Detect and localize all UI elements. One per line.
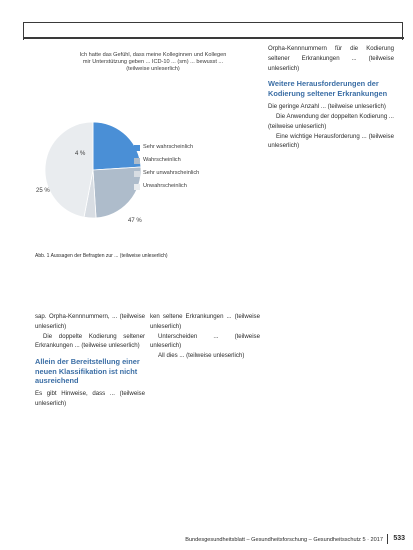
paragraph: All dies ... (teilweise unleserlich) [158, 352, 245, 360]
text-column-right [268, 44, 394, 151]
legend-item [143, 144, 193, 150]
figure-caption: Abb. 1 Aussagen der Befragten zur ... (teilweise unleserlich) [35, 253, 168, 259]
figure [33, 50, 268, 250]
section-heading: Allein der Bereitstellung einer neuen Klassifikation ist nicht ausreichend [35, 357, 140, 385]
page-footer [180, 537, 405, 543]
legend-label: Sehr wahrscheinlich [143, 144, 194, 150]
journal-name: Bundesgesundheitsblatt – Gesundheitsforschung – Gesundheitsschutz 5 · 2017 [185, 537, 383, 543]
paragraph: Die doppelte Kodierung seltener Erkrankungen ... (teilweise unleserlich) [35, 332, 145, 350]
section-heading: Weitere Herausforderungen der Kodierung seltener Erkrankungen [268, 79, 388, 98]
legend-swatch [134, 171, 140, 177]
paragraph: Die geringe Anzahl ... (teilweise unleserlich) [268, 103, 386, 111]
text-column-left [35, 312, 145, 409]
paragraph: Unterscheiden ... (teilweise unleserlich) [150, 332, 260, 350]
legend-swatch [134, 158, 140, 164]
paragraph: sap. Orpha-Kennnummern, ... (teilweise unleserlich) [35, 313, 145, 330]
legend-label: Unwahrscheinlich [143, 183, 187, 189]
pie-slice [45, 122, 93, 217]
legend-swatch [134, 184, 140, 190]
legend-item [143, 183, 187, 189]
pie-label: 25 % [36, 188, 50, 194]
legend-item [143, 170, 199, 176]
pie-label: 47 % [128, 218, 142, 224]
legend-label: Sehr unwahrscheinlich [143, 170, 200, 176]
page-number: 533 [393, 535, 405, 542]
paragraph: Eine wichtige Herausforderung ... (teilweise unleserlich) [268, 132, 394, 150]
legend-item [143, 157, 181, 163]
paragraph: ken seltene Erkrankungen ... (teilweise unleserlich) [150, 313, 260, 330]
footer-divider [387, 534, 388, 544]
text-column-middle [150, 312, 260, 361]
header-bar [23, 22, 403, 40]
figure-intro-text: Ich hatte das Gefühl, dass meine Kolleginnen und Kollegen mir Unterstützung geben ... ICD-10 ... (sm) ... bewusst ... (teilweise unleserlich) [79, 52, 227, 73]
legend-label: Wahrscheinlich [143, 157, 181, 163]
paragraph: Es gibt Hinweise, dass ... (teilweise unleserlich) [35, 390, 145, 408]
paragraph: Die Anwendung der doppelten Kodierung ... (teilweise unleserlich) [268, 113, 394, 130]
legend-swatch [134, 145, 140, 151]
paragraph: Orpha-Kennnummern für die Kodierung seltener Erkrankungen ... (teilweise unleserlich) [268, 45, 394, 72]
pie-chart [33, 50, 268, 250]
pie-label: 4 % [75, 151, 86, 157]
